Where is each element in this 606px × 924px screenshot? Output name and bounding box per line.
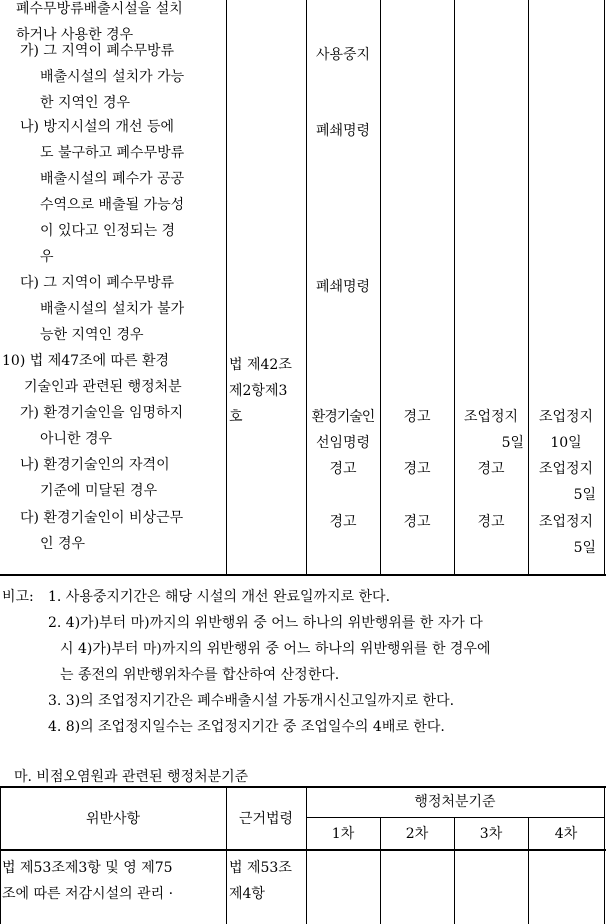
violation-line: 배출시설의 설치가 가능 [40,69,185,85]
remark-line: 3. 3)의 조업정지기간은 폐수배출시설 가동개시신고일까지로 한다. [48,693,455,709]
second-disposition: 경고 [403,409,431,425]
header-third: 3차 [479,826,503,842]
fourth-disposition: 5일 [573,487,596,503]
header-basis: 근거법령 [238,811,294,827]
first-disposition: 선임명령 [315,435,371,451]
fourth-disposition: 10일 [550,435,582,451]
remark-line: 는 종전의 위반행위차수를 합산하여 산정한다. [60,667,340,683]
violation-line: 10) 법 제47조에 따른 환경 [2,353,170,369]
first-disposition: 환경기술인 [311,409,375,425]
violation-line: 인 경우 [40,536,86,552]
fourth-disposition: 조업정지 [538,461,594,477]
remark-line: 2. 4)가)부터 마)까지의 위반행위 중 어느 하나의 위반행위를 한 자가 다 [48,615,483,631]
violation-line: 아니한 경우 [40,431,113,447]
fourth-disposition: 5일 [573,540,596,556]
first-disposition: 폐쇄명령 [315,279,371,295]
violation-line: 기준에 미달된 경우 [40,483,158,499]
violation-line: 배출시설의 폐수가 공공 [40,171,185,187]
violation-line: 다) 그 지역이 폐수무방류 [20,275,175,291]
violation-line: 폐수무방류배출시설을 설치 [16,1,183,17]
basis-line: 법 제53조 [229,860,292,876]
violation-line: 능한 지역인 경우 [40,327,144,343]
violation-line: 법 제53조제3항 및 영 제75 [2,860,173,876]
first-disposition: 사용중지 [315,47,371,63]
violation-line: 하거나 사용한 경우 [16,27,134,43]
basis-line: 법 제42조 [229,357,292,373]
remark-line: 1. 사용중지기간은 해당 시설의 개선 완료일까지로 한다. [48,589,391,605]
remark-line: 4. 8)의 조업정지일수는 조업정지기간 중 조업일수의 4배로 한다. [48,719,445,735]
remark-line: 시 4)가)부터 마)까지의 위반행위 중 어느 하나의 위반행위를 한 경우에 [60,641,491,657]
second-disposition: 경고 [403,514,431,530]
third-disposition: 조업정지 [463,409,519,425]
violation-line: 나) 방지시설의 개선 등에 [20,119,175,135]
fourth-disposition: 조업정지 [538,409,594,425]
violation-line: 한 지역인 경우 [40,95,131,111]
basis-line: 호 [229,409,243,425]
header-disposition: 행정처분기준 [414,794,496,810]
violation-line: 수역으로 배출될 가능성 [40,197,185,213]
violation-line: 나) 환경기술인의 자격이 [20,457,170,473]
second-disposition: 경고 [403,461,431,477]
violation-line: 이 있다고 인정되는 경 [40,223,176,239]
violation-line: 조에 따른 저감시설의 관리 · [2,886,174,902]
third-disposition: 5일 [501,435,524,451]
header-first: 1차 [331,826,355,842]
third-disposition: 경고 [477,461,505,477]
violation-line: 우 [40,249,54,265]
first-disposition: 폐쇄명령 [315,123,371,139]
first-disposition: 경고 [329,461,357,477]
basis-line: 제4항 [229,886,265,902]
violation-line: 가) 환경기술인을 임명하지 [20,405,184,421]
section-title: 마. 비점오염원과 관련된 행정처분기준 [14,769,249,785]
violation-line: 가) 그 지역이 폐수무방류 [20,43,175,59]
violation-line: 도 불구하고 폐수무방류 [40,145,185,161]
basis-line: 제2항제3 [229,383,288,399]
third-disposition: 경고 [477,514,505,530]
header-fourth: 4차 [554,826,578,842]
header-second: 2차 [405,826,429,842]
violation-line: 다) 환경기술인이 비상근무 [20,510,184,526]
fourth-disposition: 조업정지 [538,514,594,530]
remarks-label: 비고: [2,589,34,605]
violation-line: 기술인과 관련된 행정처분 [24,379,182,395]
first-disposition: 경고 [329,514,357,530]
violation-line: 배출시설의 설치가 불가 [40,301,185,317]
header-violation: 위반사항 [85,811,141,827]
